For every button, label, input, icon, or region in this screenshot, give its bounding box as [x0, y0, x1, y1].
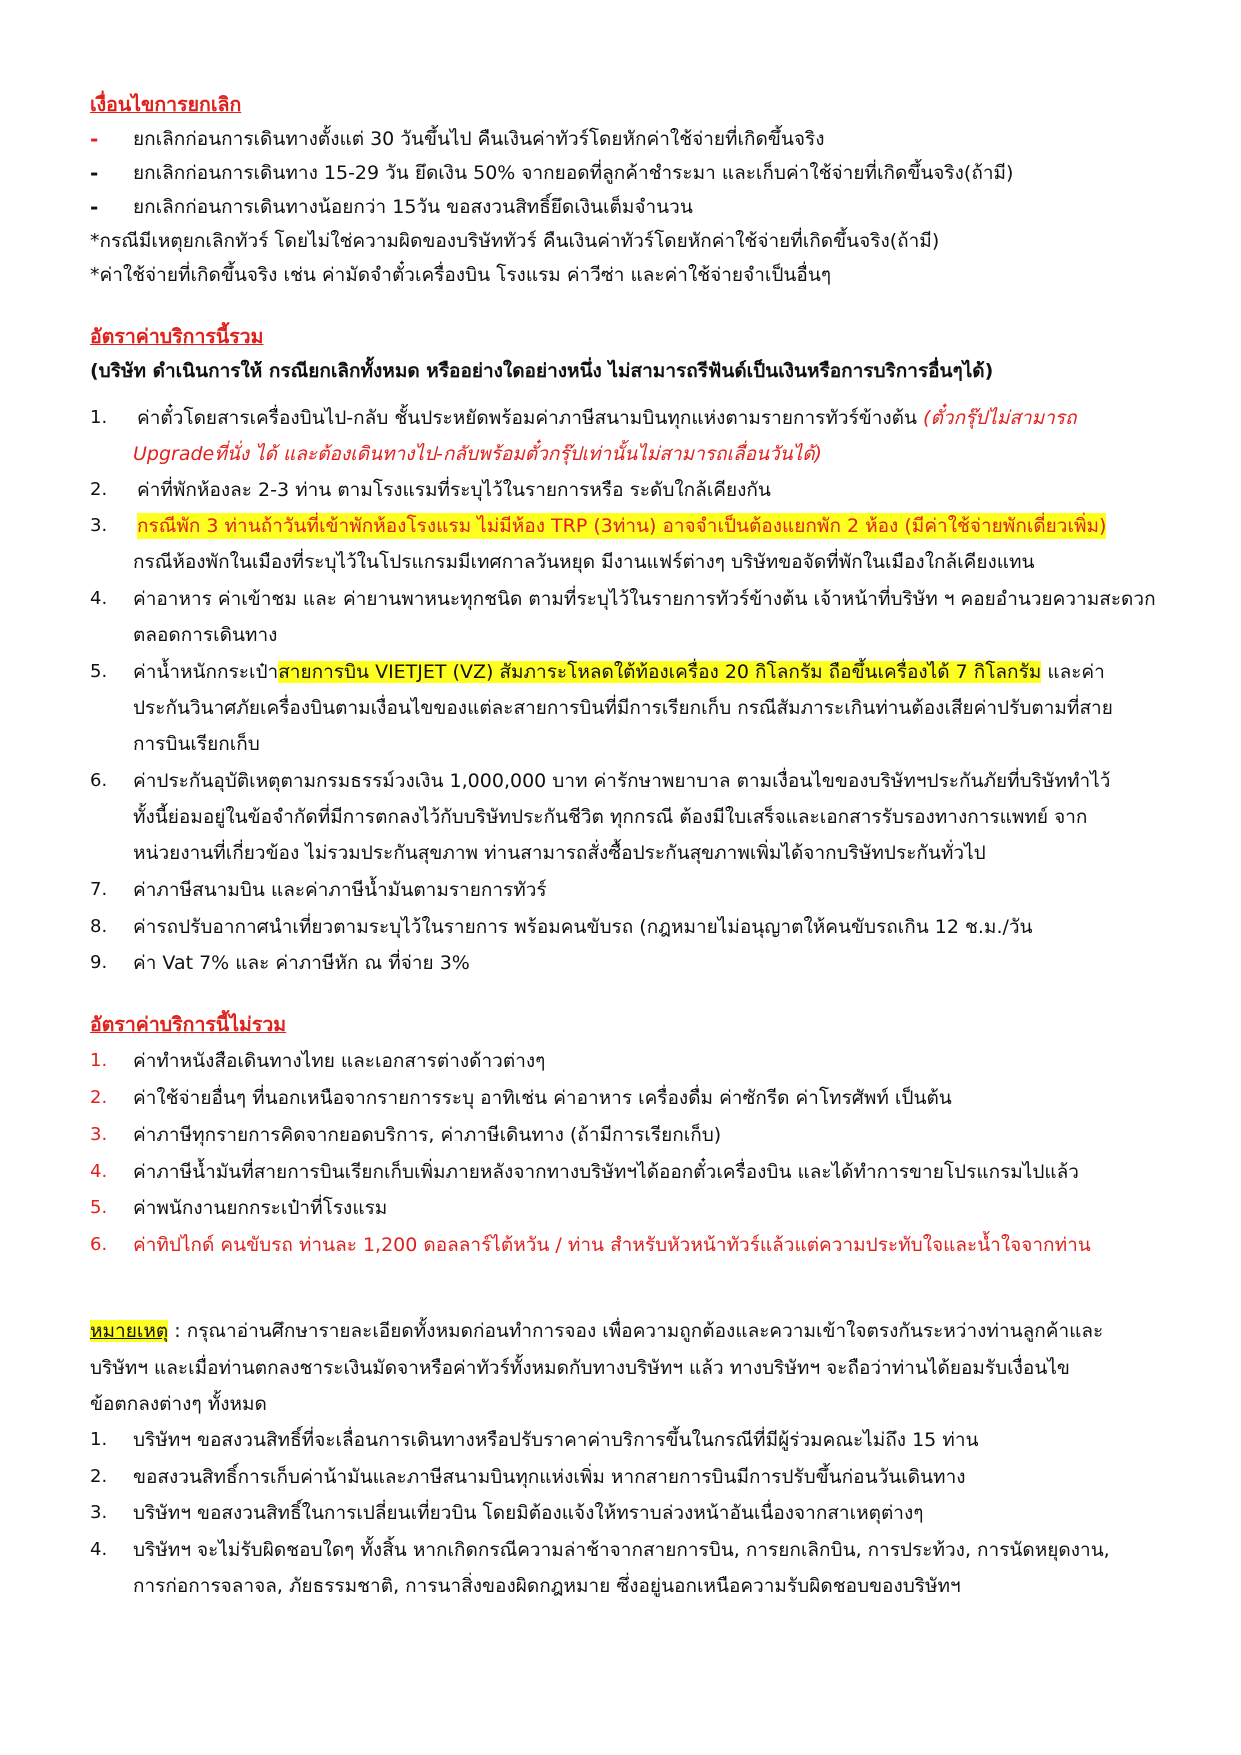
excluded-text: ค่าทำหนังสือเดินทางไทย และเอกสารต่างด้าวต่างๆ	[133, 1050, 546, 1072]
included-number: 2.	[90, 479, 108, 500]
excluded-heading: อัตราค่าบริการนี้ไม่รวม	[90, 1013, 287, 1036]
cancel-note: *ค่าใช้จ่ายที่เกิดขึ้นจริง เช่น ค่ามัดจำตั๋วเครื่องบิน โรงแรม ค่าวีซ่า และค่าใช้จ่ายจำเป็นอื่นๆ	[90, 264, 832, 286]
excluded-number: 1.	[90, 1050, 108, 1071]
remark-number: 4.	[90, 1539, 108, 1560]
remark-text: บริษัทฯ และเมื่อท่านตกลงชาระเงินมัดจาหรือค่าทัวร์ทั้งหมดกับทางบริษัทฯ แล้ว ทางบริษัทฯ จะถือว่าท่านได้ยอมรับเงื่อนไข	[90, 1357, 1070, 1379]
cancel-note: *กรณีมีเหตุยกเลิกทัวร์ โดยไม่ใช่ความผิดของบริษัททัวร์ คืนเงินค่าทัวร์โดยหักค่าใช้จ่ายที่เกิดขึ้นจริง(ถ้ามี)	[90, 230, 940, 252]
included-number: 4.	[90, 588, 108, 609]
remark-number: 1.	[90, 1429, 108, 1450]
cancel-item-marker: -	[90, 195, 99, 219]
remark-item-text: บริษัทฯ ขอสงวนสิทธิ์ในการเปลี่ยนเที่ยวบิน โดยมิต้องแจ้งให้ทราบล่วงหน้าอันเนื่องจากสาเหตุต่างๆ	[133, 1502, 924, 1524]
excluded-text: ค่าภาษีทุกรายการคิดจากยอดบริการ, ค่าภาษีเดินทาง (ถ้ามีการเรียกเก็บ)	[133, 1124, 722, 1146]
remark-label: หมายเหตุ	[90, 1320, 169, 1342]
included-highlight: สายการบิน VIETJET (VZ) สัมภาระโหลดใต้ท้องเครื่อง 20 กิโลกรัม ถือขึ้นเครื่องได้ 7 กิโลกรัม	[278, 661, 1042, 683]
remark-number: 3.	[90, 1502, 108, 1523]
remark-item-text: บริษัทฯ ขอสงวนสิทธิ์ที่จะเลื่อนการเดินทางหรือปรับราคาค่าบริการขึ้นในกรณีที่มีผู้ร่วมคณะไม่ถึง 15 ท่าน	[133, 1429, 979, 1451]
cancel-item-text: ยกเลิกก่อนการเดินทางน้อยกว่า 15วัน ขอสงวนสิทธิ์ยึดเงินเต็มจำนวน	[133, 196, 693, 218]
included-number: 8.	[90, 916, 108, 937]
excluded-text: ค่าพนักงานยกกระเป๋าที่โรงแรม	[133, 1197, 388, 1219]
included-note: (ตั๋วกรุ๊ปไม่สามารถ	[923, 407, 1077, 429]
excluded-text: ค่าใช้จ่ายอื่นๆ ที่นอกเหนือจากรายการระบุ อาทิเช่น ค่าอาหาร เครื่องดื่ม ค่าซักรีด ค่าโทรศัพท์ เป็นต้น	[133, 1087, 952, 1109]
cancel-item-text: ยกเลิกก่อนการเดินทางตั้งแต่ 30 วันขึ้นไป คืนเงินค่าทัวร์โดยหักค่าใช้จ่ายที่เกิดขึ้นจริง	[133, 128, 825, 150]
cancel-item-marker: -	[90, 161, 99, 185]
included-heading: อัตราค่าบริการนี้รวม	[90, 325, 264, 348]
remark-text: ข้อตกลงต่างๆ ทั้งหมด	[90, 1393, 267, 1415]
cancel-heading: เงื่อนไขการยกเลิก	[90, 93, 242, 116]
remark-item-text: การก่อการจลาจล, ภัยธรรมชาติ, การนาสิ่งของผิดกฎหมาย ซึ่งอยู่นอกเหนือความรับผิดชอบของบริษัทฯ	[133, 1575, 961, 1597]
included-note: Upgradeที่นั่ง ได้ และต้องเดินทางไป-กลับพร้อมตั๋วกรุ๊ปเท่านั้นไม่สามารถเลื่อนวันได้)	[133, 443, 822, 465]
excluded-text: ค่าทิปไกด์ คนขับรถ ท่านละ 1,200 ดอลลาร์ไต้หวัน / ท่าน สำหรับหัวหน้าทัวร์แล้วแต่ความประทับใจและน้ำใจจากท่าน	[133, 1234, 1091, 1256]
cancel-item-marker: -	[90, 127, 99, 151]
included-number: 7.	[90, 879, 108, 900]
included-subheading: (บริษัท ดำเนินการให้ กรณียกเลิกทั้งหมด หรืออย่างใดอย่างหนึ่ง ไม่สามารถรีฟันด์เป็นเงินหรือการบริการอื่นๆได้)	[90, 360, 994, 382]
included-text: ค่าน้ำหนักกระเป๋าสายการบิน VIETJET (VZ) สัมภาระโหลดใต้ท้องเครื่อง 20 กิโลกรัม ถือขึ้นเครื่องได้ 7 กิโลกรัม และค่า	[133, 661, 1105, 683]
included-number: 6.	[90, 770, 108, 791]
included-text: การบินเรียกเก็บ	[133, 733, 260, 755]
excluded-text: ค่าภาษีน้ำมันที่สายการบินเรียกเก็บเพิ่มภายหลังจากทางบริษัทฯได้ออกตั๋วเครื่องบิน และได้ทำการขายโปรแกรมไปแล้ว	[133, 1161, 1079, 1183]
included-text: กรณีห้องพักในเมืองที่ระบุไว้ในโปรแกรมมีเทศกาลวันหยุด มีงานแฟร์ต่างๆ บริษัทขอจัดที่พักในเมืองใกล้เคียงแทน	[133, 551, 1035, 573]
excluded-number: 4.	[90, 1161, 108, 1182]
included-highlight: กรณีพัก 3 ท่านถ้าวันที่เข้าพักห้องโรงแรม ไม่มีห้อง TRP (3ท่าน) อาจจำเป็นต้องแยกพัก 2 ห้อง (มีค่าใช้จ่ายพักเดี่ยวเพิ่ม)	[137, 515, 1107, 537]
included-text: ค่าที่พักห้องละ 2-3 ท่าน ตามโรงแรมที่ระบุไว้ในรายการหรือ ระดับใกล้เคียงกัน	[137, 479, 771, 501]
excluded-number: 2.	[90, 1087, 108, 1108]
included-text: ประกันวินาศภัยเครื่องบินตามเงื่อนไขของแต่ละสายการบินที่มีการเรียกเก็บ กรณีสัมภาระเกินท่านต้องเสียค่าปรับตามที่สาย	[133, 697, 1113, 719]
excluded-number: 5.	[90, 1197, 108, 1218]
included-number: 9.	[90, 952, 108, 973]
included-text: ค่าอาหาร ค่าเข้าชม และ ค่ายานพาหนะทุกชนิด ตามที่ระบุไว้ในรายการทัวร์ข้างต้น เจ้าหน้าที่บริษัท ฯ คอยอำนวยความสะดวก	[133, 588, 1156, 610]
remark-number: 2.	[90, 1466, 108, 1487]
included-number: 1.	[90, 407, 108, 428]
included-text: ค่ารถปรับอากาศนำเที่ยวตามระบุไว้ในรายการ พร้อมคนขับรถ (กฎหมายไม่อนุญาตให้คนขับรถเกิน 12 ช.ม./วัน	[133, 916, 1033, 938]
remark-intro: หมายเหตุ : กรุณาอ่านศึกษารายละเอียดทั้งหมดก่อนทำการจอง เพื่อความถูกต้องและความเข้าใจตรงกันระหว่างท่านลูกค้าและ	[90, 1320, 1104, 1342]
included-number: 3.	[90, 515, 108, 536]
included-number: 5.	[90, 661, 108, 682]
included-text: ค่าประกันอุบัติเหตุตามกรมธรรม์วงเงิน 1,000,000 บาท ค่ารักษาพยาบาล ตามเงื่อนไขของบริษัทฯประกันภัยที่บริษัททำไว้	[133, 770, 1111, 792]
included-text: ค่าตั๋วโดยสารเครื่องบินไป-กลับ ชั้นประหยัดพร้อมค่าภาษีสนามบินทุกแห่งตามรายการทัวร์ข้างต้น (ตั๋วกรุ๊ปไม่สามารถ	[137, 407, 1077, 429]
included-text: หน่วยงานที่เกี่ยวข้อง ไม่รวมประกันสุขภาพ ท่านสามารถสั่งซื้อประกันสุขภาพเพิ่มได้จากบริษัทประกันทั่วไป	[133, 842, 986, 864]
included-text: ตลอดการเดินทาง	[133, 624, 278, 646]
cancel-item-text: ยกเลิกก่อนการเดินทาง 15-29 วัน ยึดเงิน 50% จากยอดที่ลูกค้าชำระมา และเก็บค่าใช้จ่ายที่เกิดขึ้นจริง(ถ้ามี)	[133, 162, 1014, 184]
excluded-number: 3.	[90, 1124, 108, 1145]
remark-item-text: บริษัทฯ จะไม่รับผิดชอบใดๆ ทั้งสิ้น หากเกิดกรณีความล่าช้าจากสายการบิน, การยกเลิกบิน, การประท้วง, การนัดหยุดงาน,	[133, 1539, 1110, 1561]
remark-item-text: ขอสงวนสิทธิ์การเก็บค่าน้ามันและภาษีสนามบินทุกแห่งเพิ่ม หากสายการบินมีการปรับขึ้นก่อนวันเดินทาง	[133, 1466, 966, 1488]
included-text: ค่า Vat 7% และ ค่าภาษีหัก ณ ที่จ่าย 3%	[133, 952, 470, 974]
included-text: ทั้งนี้ย่อมอยู่ในข้อจำกัดที่มีการตกลงไว้กับบริษัทประกันชีวิต ทุกกรณี ต้องมีใบเสร็จและเอกสารรับรองทางการแพทย์ จาก	[133, 806, 1088, 828]
excluded-number: 6.	[90, 1234, 108, 1255]
included-text: ค่าภาษีสนามบิน และค่าภาษีน้ำมันตามรายการทัวร์	[133, 879, 547, 901]
